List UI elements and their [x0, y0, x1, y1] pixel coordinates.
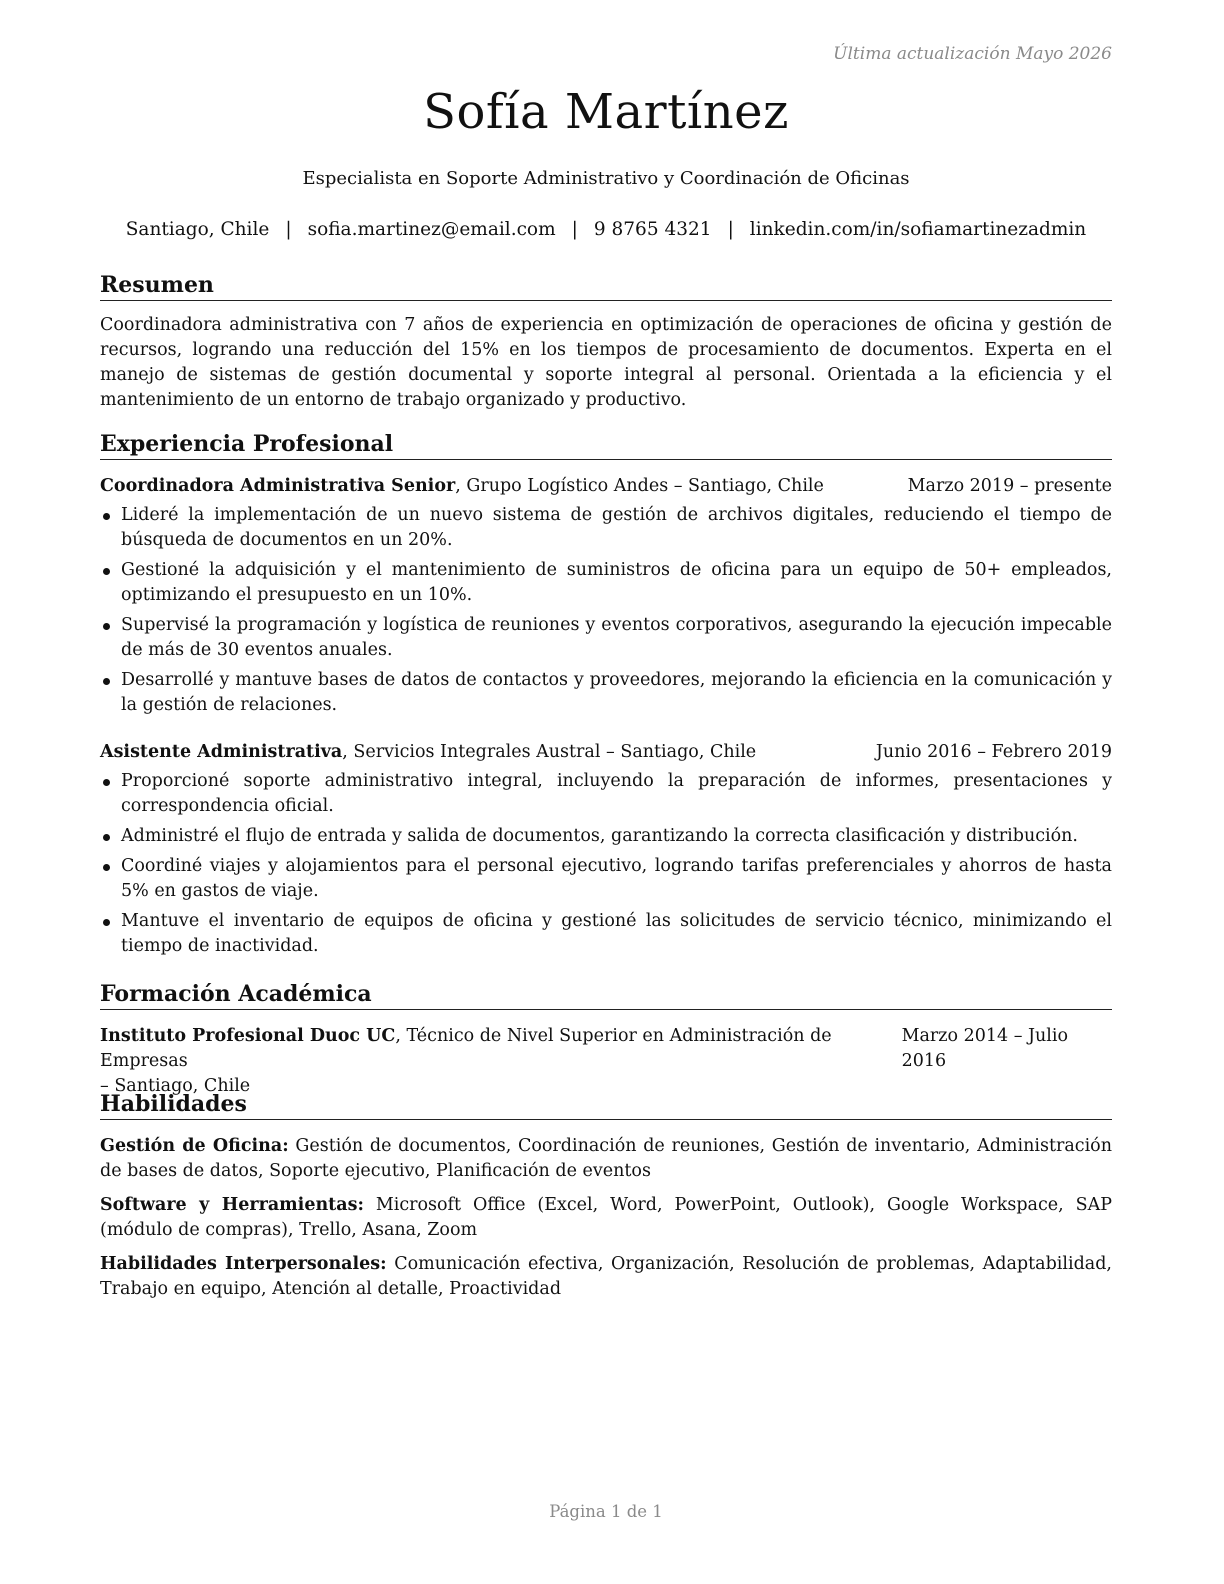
list-item	[100, 503, 1112, 553]
section-heading-summary: Resumen	[100, 270, 1112, 301]
page-number: Página 1 de 1	[549, 1502, 663, 1521]
bullet-text: Coordiné viajes y alojamientos para el personal ejecutivo, logrando tarifas preferenciales y ahorros de hasta 5% en gastos de viaje.	[121, 856, 1112, 901]
job-entry	[100, 740, 1112, 959]
list-item	[100, 909, 1112, 959]
contact-linkedin[interactable]: linkedin.com/in/sofiamartinezadmin	[749, 219, 1087, 240]
bullet-icon	[103, 919, 110, 926]
job-company: , Grupo Logístico Andes – Santiago, Chile	[455, 476, 824, 496]
education-location: – Santiago, Chile	[100, 1076, 251, 1096]
contact-separator: |	[285, 219, 292, 240]
job-company: , Servicios Integrales Austral – Santiago, Chile	[342, 742, 757, 762]
bullet-icon	[103, 779, 110, 786]
resume-page	[100, 0, 1112, 1584]
skill-label: Software y Herramientas:	[100, 1195, 364, 1215]
contact-line	[100, 219, 1112, 240]
bullet-icon	[103, 678, 110, 685]
education-degree: , Técnico de Nivel Superior en Administración de Empresas	[100, 1026, 832, 1071]
job-header	[100, 740, 1112, 765]
bullet-text: Supervisé la programación y logística de reuniones y eventos corporativos, asegurando la ejecución impecable de más de 30 eventos anuales.	[121, 615, 1112, 660]
education-institution: Instituto Profesional Duoc UC	[100, 1026, 396, 1046]
bullet-icon	[103, 864, 110, 871]
skill-text: Comunicación efectiva, Organización, Resolución de problemas, Adaptabilidad, Trabajo en equipo, Atención al detalle, Proactividad	[100, 1254, 1112, 1299]
job-dates: Marzo 2019 – presente	[907, 476, 1112, 496]
skills-section	[100, 1089, 1112, 1311]
contact-email[interactable]: sofia.martinez@email.com	[307, 219, 556, 240]
bullet-text: Gestioné la adquisición y el mantenimiento de suministros de oficina para un equipo de 50+ empleados, optimizando el presupuesto en un 10%.	[121, 560, 1112, 605]
last-updated: Última actualización Mayo 2026	[833, 44, 1112, 64]
contact-phone: 9 8765 4321	[593, 219, 712, 240]
skill-group	[100, 1252, 1112, 1302]
job-title: Coordinadora Administrativa Senior	[100, 476, 456, 496]
contact-separator: |	[727, 219, 734, 240]
skill-text: Gestión de documentos, Coordinación de reuniones, Gestión de inventario, Administración de bases de datos, Soporte ejecutivo, Planificación de eventos	[100, 1136, 1112, 1181]
list-item	[100, 668, 1112, 718]
list-item	[100, 824, 1112, 849]
skill-text: Microsoft Office (Excel, Word, PowerPoint, Outlook), Google Workspace, SAP (módulo de compras), Trello, Asana, Zoom	[100, 1195, 1112, 1240]
skill-label: Habilidades Interpersonales:	[100, 1254, 387, 1274]
job-entry	[100, 474, 1112, 718]
list-item	[100, 613, 1112, 663]
education-section	[100, 979, 1112, 1099]
section-heading-experience: Experiencia Profesional	[100, 429, 1112, 460]
bullet-text: Desarrollé y mantuve bases de datos de contactos y proveedores, mejorando la eficiencia en la comunicación y la gestión de relaciones.	[121, 670, 1112, 715]
job-header	[100, 474, 1112, 499]
bullet-text: Mantuve el inventario de equipos de oficina y gestioné las solicitudes de servicio técnico, minimizando el tiempo de inactividad.	[121, 911, 1112, 956]
bullet-icon	[103, 568, 110, 575]
contact-location: Santiago, Chile	[125, 219, 270, 240]
skill-group	[100, 1134, 1112, 1184]
list-item	[100, 854, 1112, 904]
education-dates: Marzo 2014 – Julio 2016	[901, 1026, 1069, 1071]
summary-text: Coordinadora administrativa con 7 años de experiencia en optimización de operaciones de oficina y gestión de recursos, logrando una reducción del 15% en los tiempos de procesamiento de documentos. Experta en el manejo de sistemas de gestión documental y soporte integral al personal. Orientada a la eficiencia y el mantenimiento de un entorno de trabajo organizado y productivo.	[100, 315, 1112, 410]
list-item	[100, 769, 1112, 819]
contact-separator: |	[571, 219, 578, 240]
education-entry	[100, 1024, 1112, 1074]
job-dates: Junio 2016 – Febrero 2019	[875, 742, 1112, 762]
job-bullets	[100, 503, 1112, 718]
summary-section	[100, 270, 1112, 413]
section-heading-skills: Habilidades	[100, 1089, 1112, 1120]
job-title: Asistente Administrativa	[100, 742, 343, 762]
skill-group	[100, 1193, 1112, 1243]
candidate-name: Sofía Martínez	[423, 84, 789, 140]
experience-section	[100, 429, 1112, 964]
bullet-text: Lideré la implementación de un nuevo sistema de gestión de archivos digitales, reduciendo el tiempo de búsqueda de documentos en un 20%.	[121, 505, 1112, 550]
bullet-icon	[103, 834, 110, 841]
professional-title: Especialista en Soporte Administrativo y Coordinación de Oficinas	[302, 168, 910, 189]
skill-label: Gestión de Oficina:	[100, 1136, 289, 1156]
list-item	[100, 558, 1112, 608]
bullet-icon	[103, 513, 110, 520]
bullet-text: Administré el flujo de entrada y salida de documentos, garantizando la correcta clasificación y distribución.	[121, 826, 1078, 846]
section-heading-education: Formación Académica	[100, 979, 1112, 1010]
bullet-icon	[103, 623, 110, 630]
job-bullets	[100, 769, 1112, 959]
bullet-text: Proporcioné soporte administrativo integral, incluyendo la preparación de informes, presentaciones y correspondencia oficial.	[121, 771, 1112, 816]
